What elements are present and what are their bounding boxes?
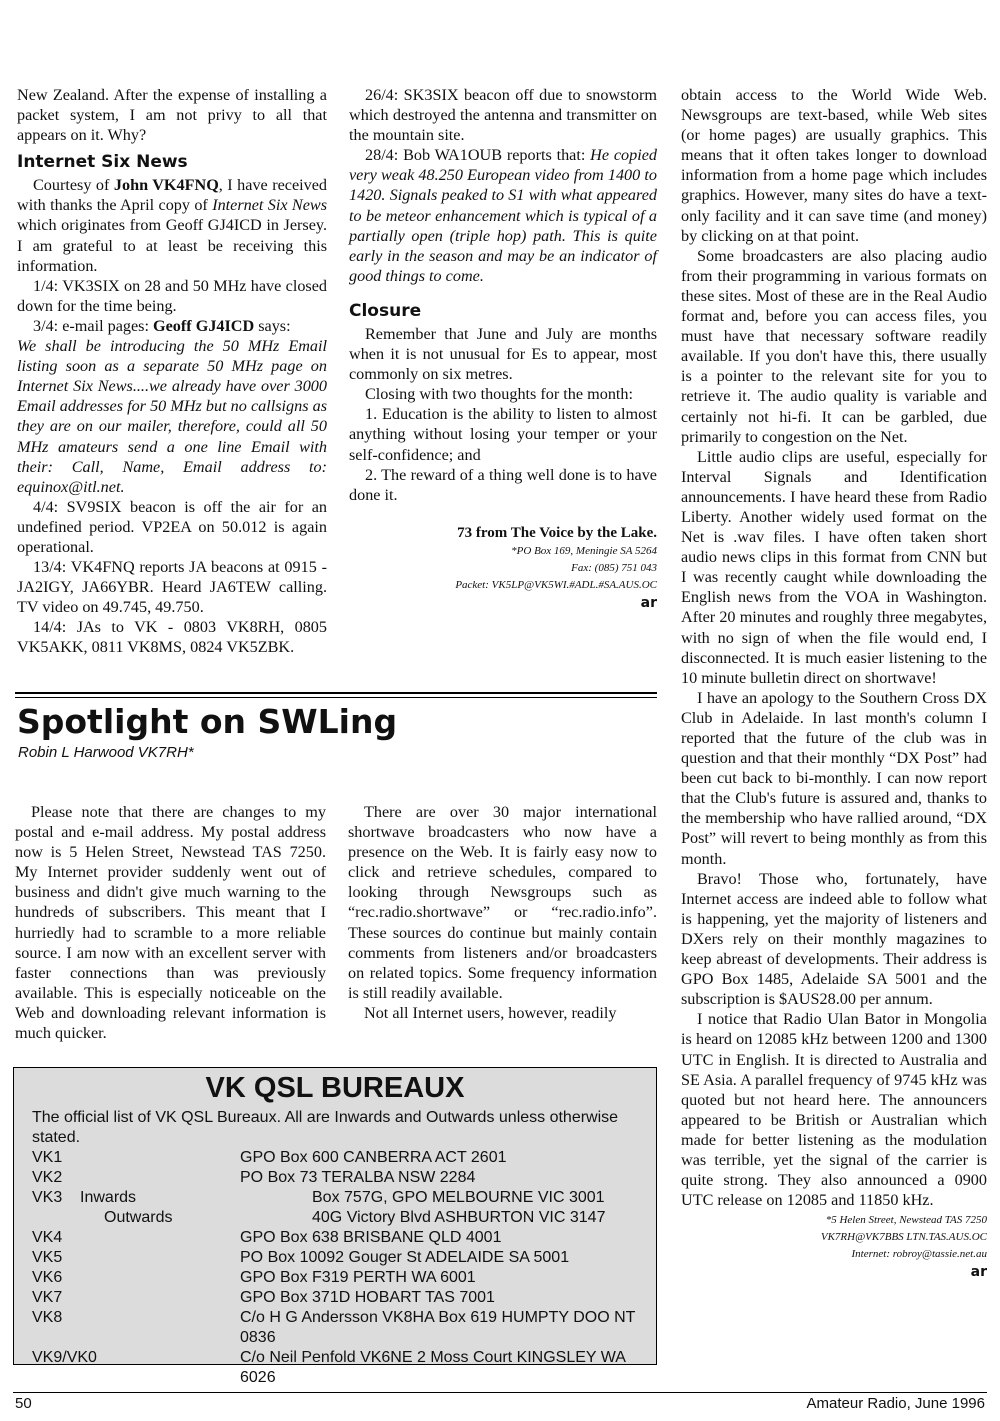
- bureau-address: GPO Box F319 PERTH WA 6001: [240, 1269, 476, 1286]
- address-line: *PO Box 169, Meningie SA 5264: [511, 544, 657, 557]
- table-row: [32, 1248, 656, 1268]
- section-heading: Internet Six News: [17, 152, 188, 173]
- paragraph: New Zealand. After the expense of installing a packet system, I am not privy to all that appears on it. Why?: [17, 86, 327, 145]
- paragraph: 4/4: SV9SIX beacon is off the air for an undefined period. VP2EA on 50.012 is again operational.: [17, 497, 327, 556]
- bureau-address: PO Box 73 TERALBA NSW 2284: [240, 1169, 476, 1186]
- paragraph: Not all Internet users, however, readily: [364, 1003, 617, 1022]
- paragraph: 26/4: SK3SIX beacon off due to snowstorm which destroyed the antenna and transmitter on the mountain site.: [349, 86, 657, 145]
- end-mark: ar: [640, 594, 657, 611]
- quoted-paragraph: We shall be introducing the 50 MHz Email listing soon as a separate 50 MHz page on Internet Six News....we already have over 3000 Email addresses for 50 MHz but no callsigns as they are on our mailer, therefore, could all 50 MHz amateurs send a one line Email with their: Call, Name, Email address to: equinox@itl.net.: [17, 337, 327, 496]
- paragraph: Closing with two thoughts for the month:: [365, 385, 633, 404]
- bureau-address: C/o H G Andersson VK8HA Box 619 HUMPTY DOO NT 0836: [240, 1309, 636, 1346]
- column-1-top: [17, 85, 327, 658]
- paragraph: I notice that Radio Ulan Bator in Mongolia is heard on 12085 kHz between 1200 and 1300 UTC in English. It is directed to Australia and SE Asia. A parallel frequency of 9745 kHz was quoted but not heard here. The announcers appeared to be British or Australian which made for better listening as the modulation was terrible, yet the signal of the carrier is quite strong. They also announced a 0900 UTC release on 12085 and 11850 kHz.: [681, 1010, 987, 1210]
- footer-rule: [13, 1392, 987, 1393]
- call-area: VK7: [32, 1289, 63, 1306]
- call-area: VK6: [32, 1269, 63, 1286]
- paragraph: Little audio clips are useful, especially for Interval Signals and Identification announcements. I have heard these from Radio Liberty. Another widely used format on the Net is .wav files. I have often taken short audio news clips in this format from CNN but I was recently caught while downloading the English news from the VOA in Washington. After 20 minutes and roughly three megabytes, with no sign of when the file would end, I disconnected. It is much easier listening to the 10 minute bulletin direct on shortwave!: [681, 447, 987, 687]
- qsl-bureaux-box: [13, 1067, 657, 1386]
- paragraph: 14/4: JAs to VK - 0803 VK8RH, 0805 VK5AKK, 0811 VK8MS, 0824 VK5ZBK.: [17, 618, 327, 657]
- paragraph: 1. Education is the ability to listen to almost anything without losing your temper or your self-confidence; and: [349, 405, 657, 464]
- table-row: [32, 1168, 656, 1188]
- article-byline: Robin L Harwood VK7RH*: [18, 744, 194, 761]
- table-row: [32, 1348, 656, 1388]
- paragraph: Courtesy of John VK4FNQ, I have received with thanks the April copy of Internet Six News which originates from Geoff GJ4ICD in Jersey. I am grateful to at least be receiving this information.: [17, 176, 328, 275]
- bureau-address: Box 757G, GPO MELBOURNE VIC 3001: [312, 1189, 605, 1206]
- section-divider: [15, 692, 657, 698]
- paragraph: 2. The reward of a thing well done is to have done it.: [349, 465, 657, 504]
- section-heading: Closure: [349, 300, 422, 321]
- call-area: VK5: [32, 1249, 63, 1266]
- publication-info: Amateur Radio, June 1996: [806, 1395, 985, 1412]
- paragraph: 28/4: Bob WA1OUB reports that: He copied very weak 48.250 European video from 1400 to 1420. Signals peaked to S1 with what appeared to be meteor enhancement which is typical of a partially open (triple hop) path. This is quite early in the season and may be an indicator of good things to come.: [349, 146, 657, 285]
- paragraph: 1/4: VK3SIX on 28 and 50 MHz have closed down for the time being.: [17, 276, 327, 315]
- address-line: Fax: (085) 751 043: [571, 561, 657, 574]
- bureaux-title: VK QSL BUREAUX: [205, 1072, 465, 1104]
- address-line: VK7RH@VK7BBS LTN.TAS.AUS.OC: [820, 1231, 987, 1244]
- paragraph: 3/4: e-mail pages: Geoff GJ4ICD says:: [33, 316, 291, 335]
- direction-label: Outwards: [104, 1209, 173, 1226]
- table-row: [32, 1308, 656, 1348]
- article-column-1: [15, 802, 326, 1043]
- bureau-address: GPO Box 638 BRISBANE QLD 4001: [240, 1229, 502, 1246]
- bureau-address: GPO Box 371D HOBART TAS 7001: [240, 1289, 495, 1306]
- column-2-top: [349, 85, 657, 612]
- call-area: VK9/VK0: [32, 1349, 97, 1366]
- paragraph: There are over 30 major international shortwave broadcasters who now have a presence on the Web. It is fairly easy now to click and retrieve schedules, compared to looking through Newsgroups such as “rec.radio.shortwave” or “rec.radio.info”. These sources do continue but mainly contain comments from listeners and/or broadcasters on related topics. Some frequency information is still readily available.: [348, 803, 657, 1002]
- paragraph: 13/4: VK4FNQ reports JA beacons at 0915 - JA2IGY, JA66YBR. Heard JA6TEW calling. TV video on 49.745, 49.750.: [17, 558, 327, 617]
- table-row: [32, 1148, 656, 1168]
- address-line: Internet: robroy@tassie.net.au: [851, 1248, 987, 1261]
- signature: 73 from The Voice by the Lake.: [457, 524, 657, 541]
- bureau-address: PO Box 10092 Gouger St ADELAIDE SA 5001: [240, 1249, 570, 1266]
- paragraph: Some broadcasters are also placing audio from their programming in various formats on these sites. Most of these are in the Real Audio format and, before you can access files, you must have that necessary software readily available. If you don't have this, there usually is a pointer to the relevant site for you to retrieve it. The audio quality is variable and certainly not hi-fi. It can be garbled, due primarily to congestion on the Net.: [681, 246, 987, 446]
- end-mark: ar: [970, 1264, 987, 1281]
- call-area: VK1: [32, 1149, 63, 1166]
- column-3: [681, 85, 987, 1281]
- direction-label: Inwards: [80, 1189, 137, 1206]
- table-row: [32, 1188, 656, 1208]
- page-number: 50: [15, 1395, 32, 1412]
- article-column-2: [348, 802, 657, 1023]
- table-row: [32, 1228, 656, 1248]
- table-row: [32, 1268, 656, 1288]
- bureaux-table: [32, 1148, 656, 1388]
- paragraph: I have an apology to the Southern Cross DX Club in Adelaide. In last month's column I reported that the future of the club was in question and that their monthly “DX Post” had been cut back to bi-monthly. I can now report that the Club's future is assured and, thanks to the membership who have rallied around, “DX Post” will revert to being monthly as from this month.: [681, 688, 987, 868]
- paragraph: Bravo! Those who, fortunately, have Internet access are indeed able to follow what is happening, yet the majority of listeners and DXers rely on their monthly magazines to keep abreast of developments. Their address is GPO Box 1485, Adelaide SA 5001 and the subscription is $AUS28.00 per annum.: [681, 869, 987, 1009]
- paragraph: Remember that June and July are months when it is not unusual for Es to appear, most commonly on six metres.: [349, 324, 657, 384]
- table-row: [32, 1208, 656, 1228]
- article-title: Spotlight on SWLing: [17, 702, 398, 741]
- table-row: [32, 1288, 656, 1308]
- call-area: VK8: [32, 1309, 63, 1326]
- call-area: VK2: [32, 1169, 63, 1186]
- paragraph: Please note that there are changes to my postal and e-mail address. My postal address now is 5 Helen Street, Newstead TAS 7250. My Internet provider suddenly went out of business and didn't give much warning to the hundreds of subscribers. This meant that I hurriedly had to scramble to a more reliable source. I am now with an excellent server with faster connections than was previously available. This is especially noticeable on the Web and downloading relevant information is much quicker.: [15, 803, 326, 1043]
- bureau-address: 40G Victory Blvd ASHBURTON VIC 3147: [312, 1209, 606, 1226]
- call-area: VK3 Inwards: [32, 1189, 137, 1206]
- bureau-address: C/o Neil Penfold VK6NE 2 Moss Court KINGSLEY WA 6026: [240, 1349, 626, 1386]
- bureaux-intro: The official list of VK QSL Bureaux. All are Inwards and Outwards unless otherwise stated.: [32, 1109, 619, 1146]
- bureau-address: GPO Box 600 CANBERRA ACT 2601: [240, 1149, 507, 1166]
- paragraph: obtain access to the World Wide Web. Newsgroups are text-based, while Web sites (or home pages) are usually graphics. This means that it often takes longer to download information from a home page which includes graphics. However, many sites do have a text-only facility and it can save time (and money) by clicking on at that point.: [681, 86, 987, 245]
- call-area: VK4: [32, 1229, 63, 1246]
- address-line: Packet: VK5LP@VK5WI.#ADL.#SA.AUS.OC: [455, 578, 657, 591]
- address-line: *5 Helen Street, Newstead TAS 7250: [825, 1214, 987, 1227]
